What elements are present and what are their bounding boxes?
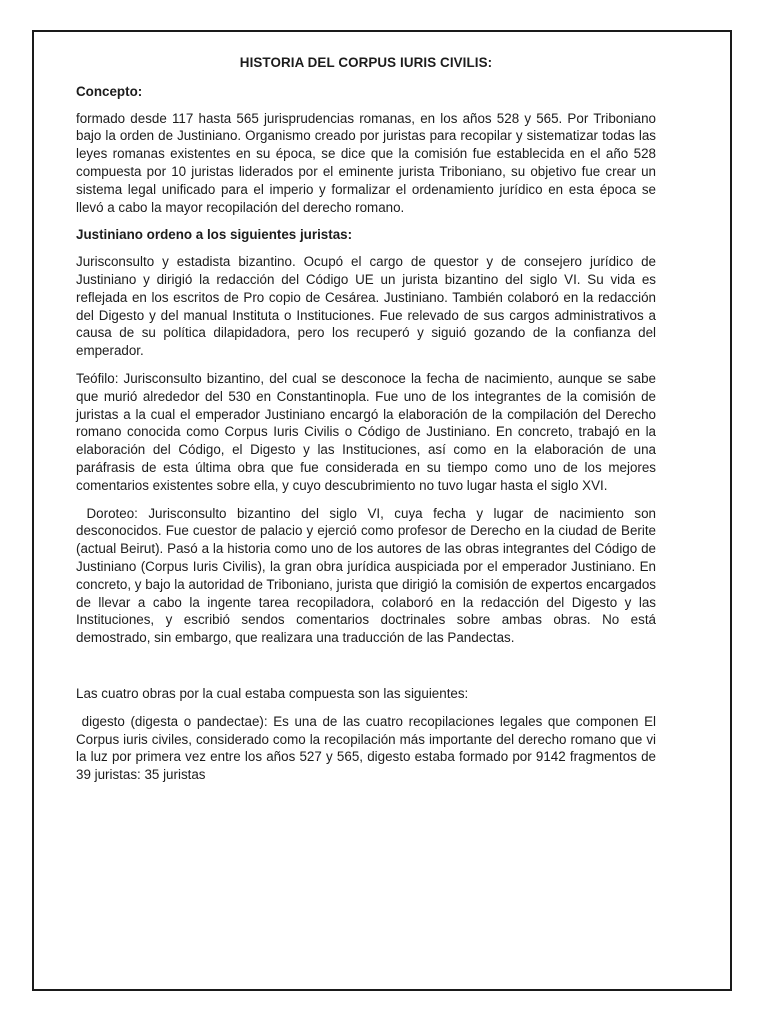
jurist-paragraph-teofilo: Teófilo: Jurisconsulto bizantino, del cual se desconoce la fecha de nacimiento, aunque se sabe que murió alrededor del 530 en Constantinopla. Fue uno de los integrantes de la comisión de juristas a la cual el emperador Justiniano encargó la elaboración de la compilación del Derecho romano conocida como Corpus Iuris Civilis o Código de Justiniano. En concreto, trabajó en la elaboración del Código, el Digesto y las Instituciones, así como en la elaboración de una paráfrasis de esta última obra que fue considerada en su tiempo como uno de los mejores comentarios existentes sobre ella, y cuyo descubrimiento no tuvo lugar hasta el siglo XVI.	[76, 370, 660, 493]
jurist-paragraph-1: Jurisconsulto y estadista bizantino. Ocupó el cargo de questor y de consejero jurídico de Justiniano y dirigió la redacción del Código UE un jurista bizantino del siglo VI. Su vida es reflejada en los escritos de Pro copio de Cesárea. Justiniano. También colaboró en la redacción del Digesto y del manual Instituta o Instituciones. Fue relevado de sus cargos administrativos a causa de su política dilapidadora, pero los recuperó y siguió gozando de la confianza del emperador.	[76, 254, 660, 359]
jurists-heading: Justiniano ordeno a los siguientes juristas:	[76, 227, 353, 243]
jurist-paragraph-doroteo: Doroteo: Jurisconsulto bizantino del siglo VI, cuya fecha y lugar de nacimiento son desconocidos. Fue cuestor de palacio y ejerció como profesor de Derecho en la ciudad de Berite (actual Beirut). Pasó a la historia como uno de los autores de las obras integrantes del Código de Justiniano (Corpus Iuris Civilis), la gran obra jurídica auspiciada por el emperador Justiniano. En concreto, y bajo la autoridad de Triboniano, jurista que dirigió la comisión de expertos encargados de llevar a cabo la ingente tarea recopiladora, colaboró en la redacción del Digesto y las Instituciones, y escribió sendos comentarios doctrinales sobre ambas obras. No está demostrado, sin embargo, que realizara una traducción de las Pandectas.	[76, 505, 660, 646]
works-intro: Las cuatro obras por la cual estaba compuesta son las siguientes:	[76, 685, 469, 701]
document-title: HISTORIA DEL CORPUS IURIS CIVILIS:	[239, 55, 493, 70]
concept-heading: Concepto:	[76, 83, 143, 99]
digest-paragraph: digesto (digesta o pandectae): Es una de las cuatro recopilaciones legales que componen El Corpus iuris civiles, considerado como la recopilación más importante del derecho romano que vi la luz por primera vez entre los años 527 y 565, digesto estaba formado por 9142 fragmentos de 39 juristas: 35 juristas	[76, 713, 660, 783]
document-body	[76, 54, 660, 794]
blank-line	[76, 657, 656, 685]
concept-paragraph: formado desde 117 hasta 565 jurisprudencias romanas, en los años 528 y 565. Por Triboniano bajo la orden de Justiniano. Organismo creado por juristas para recopilar y sistematizar todas las leyes romanas existentes en su época, se dice que la comisión fue establecida en el año 528 compuesta por 10 juristas liderados por el eminente jurista Triboniano, su objetivo fue crear un sistema legal unificado para el imperio y formalizar el ordenamiento jurídico en esta época se llevó a cabo la mayor recopilación del derecho romano.	[76, 110, 660, 215]
